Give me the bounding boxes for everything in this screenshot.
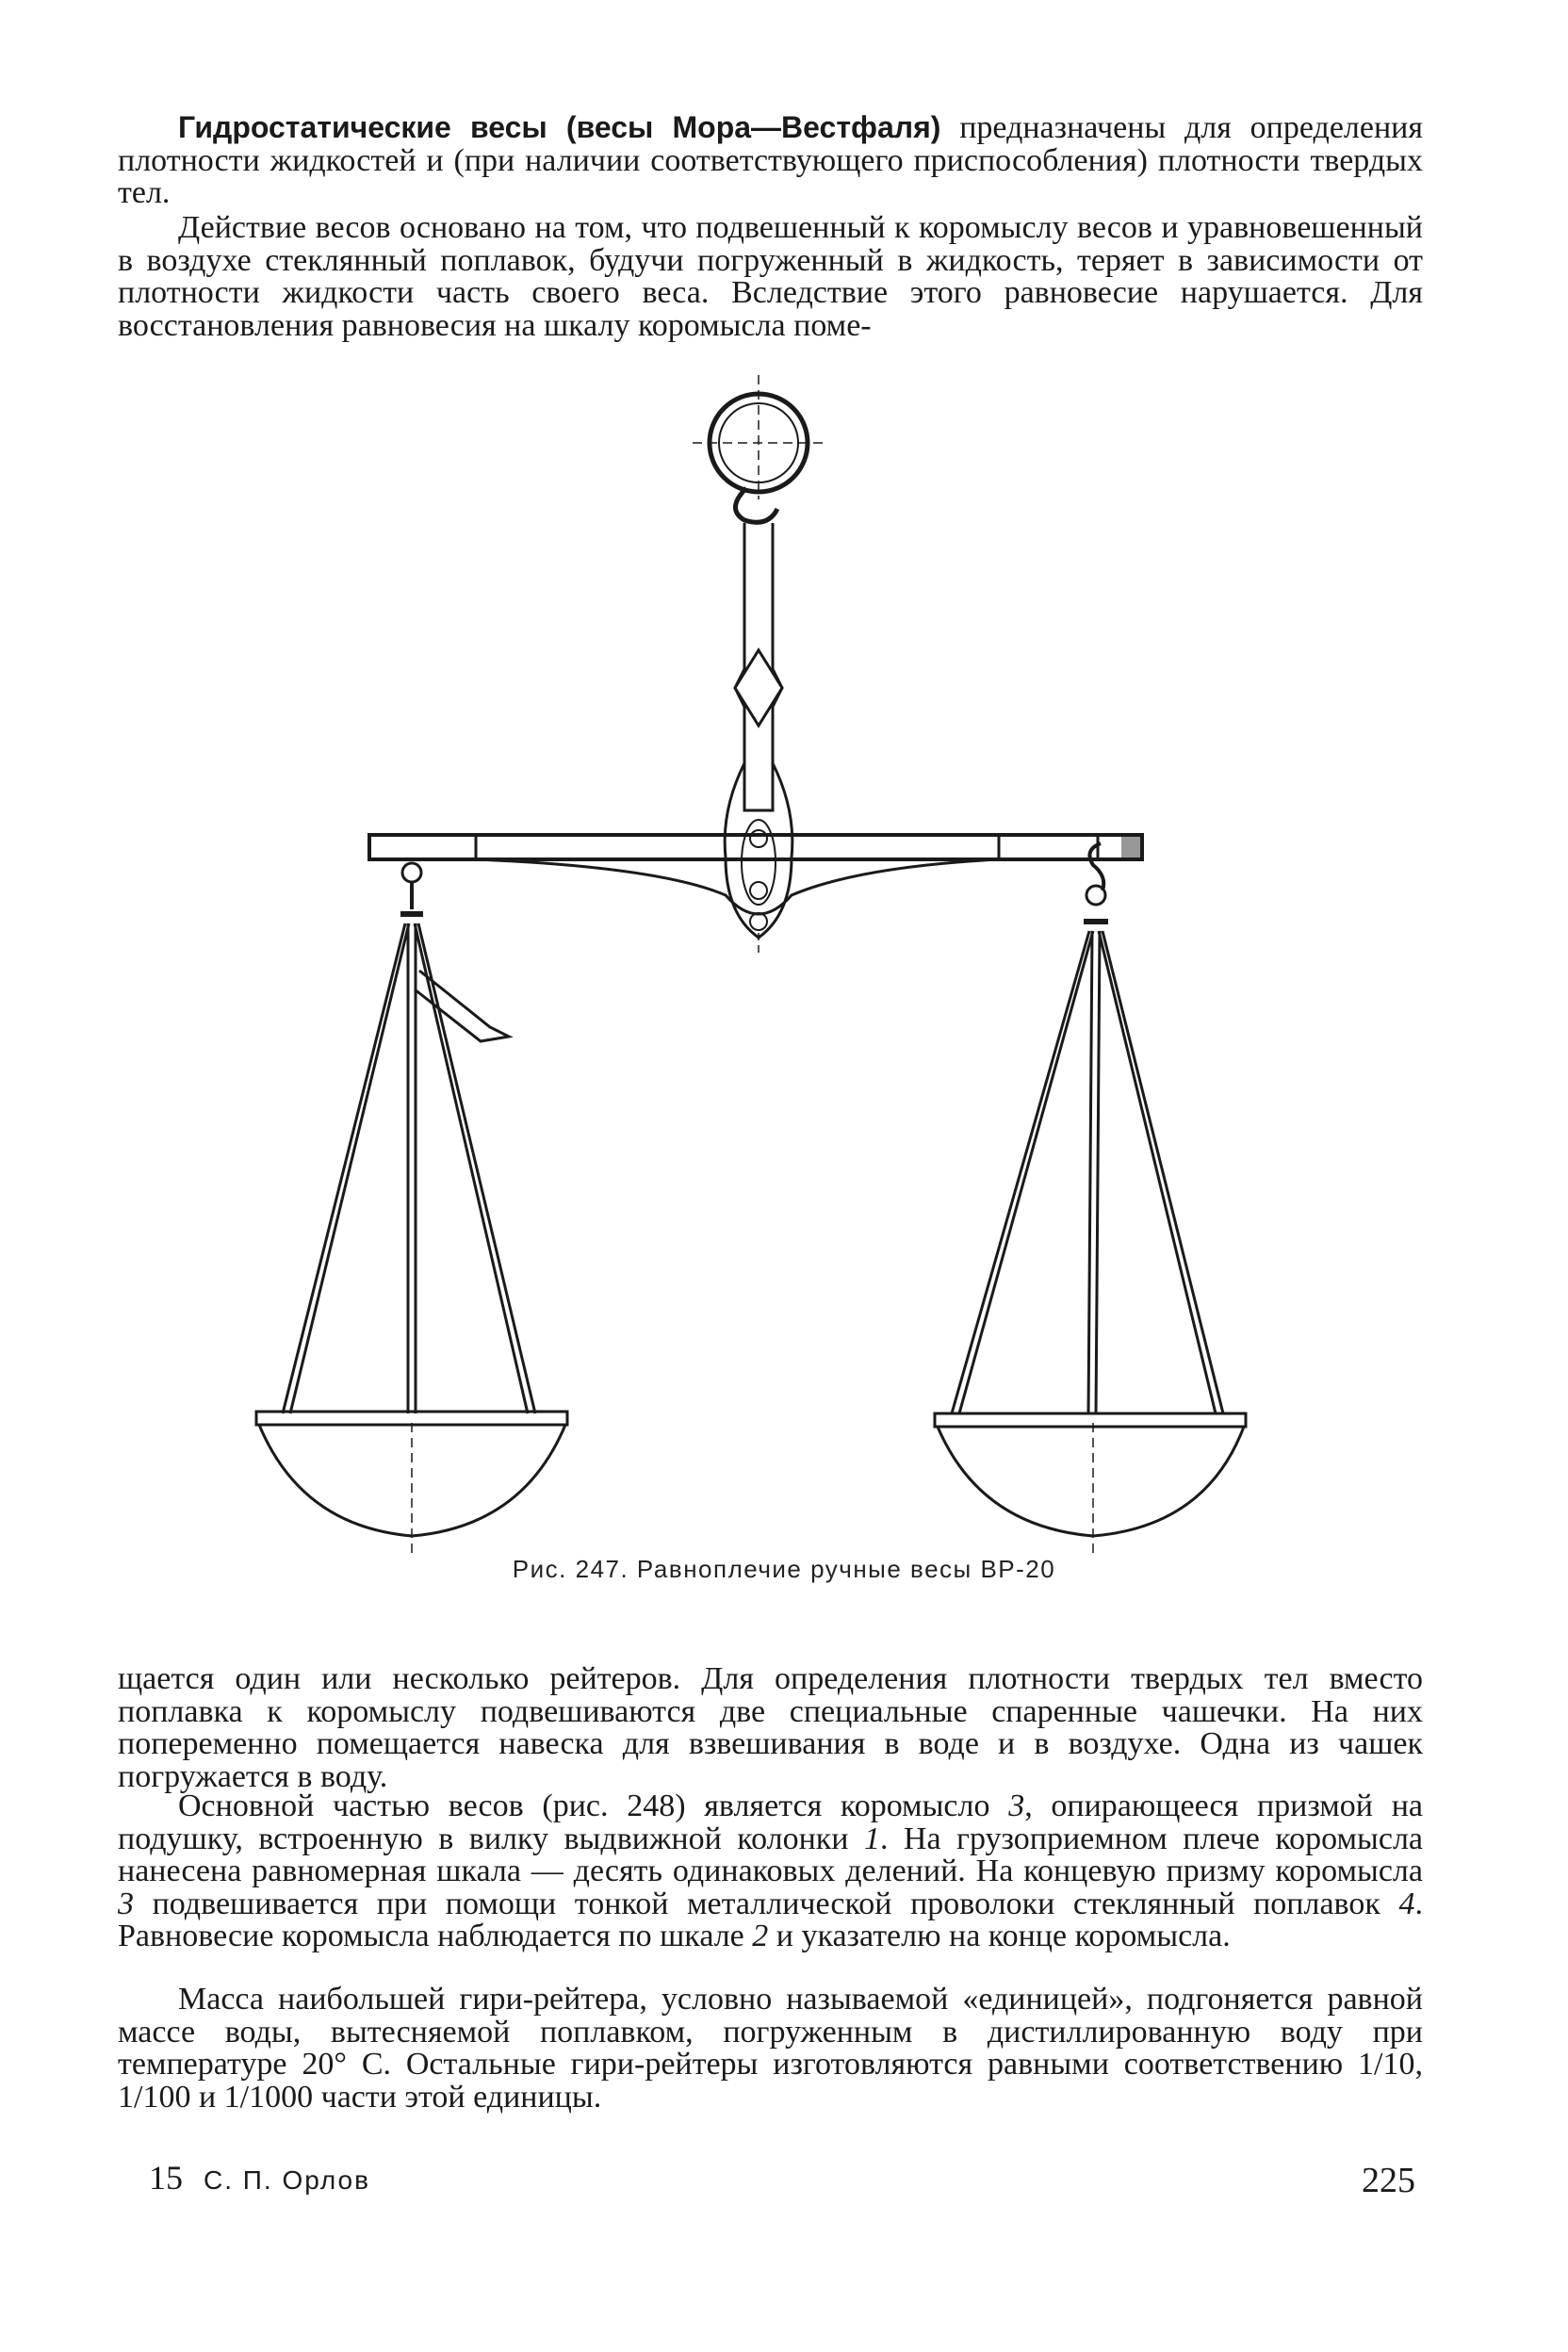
part-number-1: 1 (863, 1821, 880, 1856)
term-heading: Гидростатические весы (весы Мора—Вестфаля) (178, 110, 941, 144)
footer-signature (149, 2158, 370, 2197)
left-pan-rim (256, 1412, 567, 1425)
right-pan-rim (935, 1413, 1246, 1427)
paragraph-solids-text: щается один или несколько рейтеров. Для определения плотности твердых тел вместо поплавка к коромыслу подвешиваются две специальные спаренные чашечки. На них попеременно помещается навеска для взвешивания в воде и в воздухе. Одна из чашек погружается в воду. (118, 1661, 1423, 1794)
paragraph-solids (118, 1663, 1423, 1793)
right-pan-cords (952, 931, 1223, 1413)
paragraph-principle-text: Действие весов основано на том, что подвешенный к коромыслу весов и уравновешенный в воздухе стеклянный поплавок, будучи погруженный в жидкость, теряет в зависимости от плотности жидкости часть своего веса. Вследствие этого равновесие нарушается. Для восстановления равновесия на шкалу коромысла поме- (118, 210, 1423, 343)
part-number-4: 4 (1398, 1886, 1415, 1921)
part-number-3: 3 (1008, 1788, 1025, 1823)
paragraph-rider-weights-text: Масса наибольшей гири-рейтера, условно называемой «единицей», подгоняется равной массе воды, вытесняемой поплавком, погруженным в дистиллированную воду при температуре 20° С. Остальные гири-рейтеры изготовляются равными соответствению 1/10, 1/100 и 1/1000 части этой единицы. (118, 1982, 1423, 2115)
part-number-3-again: 3 (118, 1886, 134, 1921)
figure-balance-scale (0, 368, 1568, 1555)
paragraph-rider-weights (118, 1984, 1423, 2114)
figure-caption: Рис. 247. Равноплечие ручные весы ВР-20 (512, 1555, 1056, 1583)
author-name: С. П. Орлов (204, 2165, 370, 2195)
paragraph-intro (118, 111, 1423, 210)
paragraph-principle (118, 212, 1423, 342)
right-pan-bowl (938, 1427, 1244, 1536)
paragraph-construction: Основной частью весов (рис. 248) является коромысло 3, опирающееся призмой на подушку, встроенную в вилку выдвижной колонки 1. На грузоприемном плече коромысла нанесена равномерная шкала — десять одинаковых делений. На концевую призму коромысла 3 подвешивается при помощи тонкой металлической проволоки стеклянный поплавок 4. Равновесие коромысла наблюдается по шкале 2 и указателю на конце коромысла. (118, 1788, 1423, 1953)
signature-number: 15 (149, 2159, 183, 2197)
left-pan-cords (283, 923, 535, 1413)
page-number: 225 (1362, 2161, 1415, 2200)
part-number-2: 2 (752, 1919, 769, 1953)
central-pendant (725, 763, 792, 938)
paragraph-intro-text: предназначены для определения плотности жидкостей и (при наличии соответствующего приспособления) плотности твердых тел. (118, 110, 1423, 210)
